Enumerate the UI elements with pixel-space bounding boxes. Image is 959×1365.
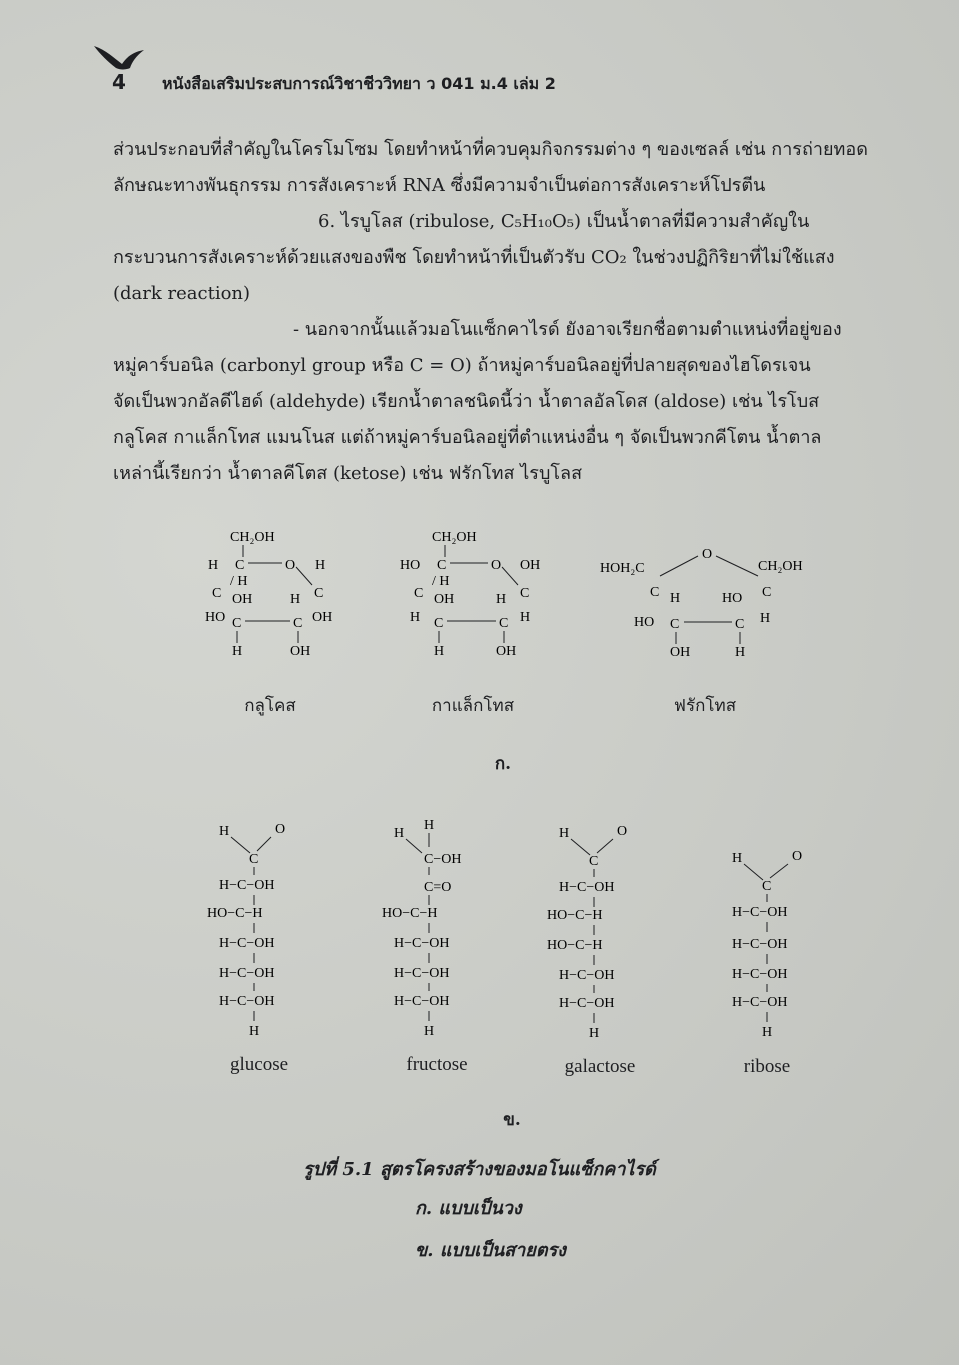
svg-text:H−C−OH: H−C−OH	[219, 936, 275, 951]
svg-text:H: H	[732, 851, 743, 866]
paragraph-text: เหล่านี้เรียกว่า น้ำตาลคีโตส (ketose) เช่น ฟรักโทส ไรบูโลส	[113, 463, 583, 484]
figure-b-label-fructose: fructose	[406, 1054, 468, 1075]
svg-text:C: C	[293, 616, 303, 631]
svg-text:H: H	[760, 611, 771, 626]
svg-text:C: C	[735, 617, 745, 632]
figure-a-label-glucose: กลูโคส	[244, 696, 296, 716]
svg-text:OH: OH	[496, 644, 517, 659]
svg-text:C: C	[499, 616, 509, 631]
svg-text:H: H	[762, 1025, 773, 1040]
svg-text:HO−C−H: HO−C−H	[207, 906, 263, 921]
svg-text:HO: HO	[722, 591, 743, 606]
figure-caption-sub-b: ข. แบบเป็นสายตรง	[415, 1240, 566, 1261]
svg-text:H: H	[290, 592, 301, 607]
svg-text:H: H	[208, 558, 219, 573]
svg-text:H: H	[315, 558, 326, 573]
figure-b-part-label: ข.	[503, 1110, 521, 1130]
svg-text:O: O	[275, 822, 286, 837]
svg-text:H−C−OH: H−C−OH	[559, 996, 615, 1011]
svg-text:OH: OH	[312, 610, 333, 625]
svg-text:H: H	[496, 592, 507, 607]
svg-text:O: O	[285, 558, 296, 573]
svg-text:H: H	[434, 644, 445, 659]
svg-text:H−C−OH: H−C−OH	[219, 966, 275, 981]
paragraph-text: กระบวนการสังเคราะห์ด้วยแสงของพืช โดยทำหน้าที่เป็นตัวรับ CO₂ ในช่วงปฏิกิริยาที่ไม่ใช้แสง	[113, 247, 835, 268]
galactose-linear-structure	[543, 815, 653, 1045]
ribulose-item: 6. ไรบูโลส (ribulose, C₅H₁₀O₅) เป็นน้ำตาลที่มีความสำคัญใน	[318, 211, 810, 232]
svg-text:H−C−OH: H−C−OH	[732, 967, 788, 982]
svg-text:OH: OH	[520, 558, 541, 573]
svg-text:H−C−OH: H−C−OH	[732, 995, 788, 1010]
text-line	[113, 168, 913, 204]
svg-text:H: H	[410, 610, 421, 625]
figure-a-part-label: ก.	[494, 754, 512, 774]
svg-text:H: H	[559, 826, 570, 841]
svg-text:O: O	[702, 547, 713, 562]
svg-text:H: H	[670, 591, 681, 606]
svg-text:C−OH: C−OH	[424, 852, 462, 867]
svg-text:HO: HO	[634, 615, 655, 630]
text-line	[113, 204, 913, 240]
svg-text:C: C	[650, 585, 660, 600]
svg-text:H−C−OH: H−C−OH	[394, 994, 450, 1009]
carbon-chain	[207, 867, 274, 1039]
svg-text:/ H: / H	[230, 574, 248, 589]
svg-text:O: O	[617, 824, 628, 839]
page-number: 4	[112, 70, 126, 94]
svg-text:/ H: / H	[432, 574, 450, 589]
svg-text:HOH₂C: HOH₂C	[600, 561, 645, 576]
text-line	[113, 384, 913, 420]
svg-text:C: C	[670, 617, 680, 632]
svg-text:H−C−OH: H−C−OH	[394, 936, 450, 951]
svg-text:C: C	[762, 879, 772, 894]
text-line	[113, 132, 913, 168]
svg-text:C: C	[762, 585, 772, 600]
svg-text:OH: OH	[290, 644, 311, 659]
svg-text:HO−C−H: HO−C−H	[547, 908, 603, 923]
page-header	[92, 40, 612, 100]
figure-b-label-galactose: galactose	[564, 1056, 636, 1077]
body-text	[113, 132, 913, 492]
paragraph-text: ส่วนประกอบที่สำคัญในโครโมโซม โดยทำหน้าที่ควบคุมกิจกรรมต่าง ๆ ของเซลล์ เช่น การถ่ายทอด	[113, 139, 868, 160]
paragraph-text: กลูโคส กาแล็กโทส แมนโนส แต่ถ้าหมู่คาร์บอนิลอยู่ที่ตำแหน่งอื่น ๆ จัดเป็นพวกคีโตน น้ำตาล	[113, 427, 822, 448]
svg-text:OH: OH	[434, 592, 455, 607]
figure-b-label-glucose: glucose	[229, 1054, 289, 1075]
svg-text:H: H	[589, 1026, 600, 1041]
svg-text:C: C	[434, 616, 444, 631]
svg-text:C: C	[437, 558, 447, 573]
fructose-ring-structure	[598, 540, 828, 665]
svg-text:H: H	[424, 818, 435, 833]
text-line	[113, 240, 913, 276]
svg-text:C: C	[414, 586, 424, 601]
figure-caption-sub-a: ก. แบบเป็นวง	[415, 1198, 522, 1219]
figure-caption-title: รูปที่ 5.1 สูตรโครงสร้างของมอโนแซ็กคาไรด์	[303, 1159, 656, 1180]
text-line	[113, 348, 913, 384]
paragraph-text: หมู่คาร์บอนิล (carbonyl group หรือ C = O) ถ้าหมู่คาร์บอนิลอยู่ที่ปลายสุดของไฮโดรเจน	[113, 355, 811, 376]
svg-text:H−C−OH: H−C−OH	[219, 994, 275, 1009]
svg-text:C: C	[212, 586, 222, 601]
svg-text:H: H	[219, 824, 230, 839]
svg-text:C: C	[589, 854, 599, 869]
svg-text:H: H	[424, 1024, 435, 1039]
text-line	[113, 312, 913, 348]
svg-text:O: O	[491, 558, 502, 573]
svg-text:CH₂OH: CH₂OH	[432, 530, 477, 545]
paragraph-text: (dark reaction)	[113, 283, 251, 304]
svg-text:H−C−OH: H−C−OH	[559, 880, 615, 895]
svg-text:H: H	[249, 1024, 260, 1039]
svg-text:O: O	[792, 849, 803, 864]
svg-text:CH₂OH: CH₂OH	[230, 530, 275, 545]
svg-text:C: C	[314, 586, 324, 601]
svg-text:CH₂OH: CH₂OH	[758, 559, 803, 574]
galactose-ring-structure	[392, 525, 562, 665]
svg-text:C: C	[232, 616, 242, 631]
svg-text:H−C−OH: H−C−OH	[219, 878, 275, 893]
svg-text:H: H	[520, 610, 531, 625]
text-line	[113, 420, 913, 456]
svg-text:HO−C−H: HO−C−H	[382, 906, 438, 921]
svg-text:H: H	[232, 644, 243, 659]
figure-b-label-ribose: ribose	[743, 1056, 791, 1077]
svg-text:H−C−OH: H−C−OH	[394, 966, 450, 981]
svg-text:H: H	[735, 645, 746, 660]
figure-a-label-fructose: ฟรักโทส	[673, 696, 737, 716]
svg-text:H−C−OH: H−C−OH	[559, 968, 615, 983]
glucose-ring-structure	[190, 525, 350, 665]
text-line	[113, 456, 913, 492]
figure-a-label-galactose: กาแล็กโทส	[431, 696, 515, 716]
paragraph-text: - นอกจากนั้นแล้วมอโนแซ็กคาไรด์ ยังอาจเรียกชื่อตามตำแหน่งที่อยู่ของ	[293, 319, 842, 340]
paragraph-text: ลักษณะทางพันธุกรรม การสังเคราะห์ RNA ซึ่งมีความจำเป็นต่อการสังเคราะห์โปรตีน	[113, 175, 766, 196]
svg-text:HO: HO	[400, 558, 421, 573]
fructose-linear-structure	[378, 815, 498, 1045]
glucose-linear-structure	[205, 815, 315, 1045]
svg-text:OH: OH	[232, 592, 253, 607]
svg-text:C: C	[520, 586, 530, 601]
bird-logo-icon	[92, 40, 162, 80]
svg-text:OH: OH	[670, 645, 691, 660]
svg-text:H−C−OH: H−C−OH	[732, 905, 788, 920]
svg-text:H: H	[394, 826, 405, 841]
svg-text:C: C	[235, 558, 245, 573]
running-header-title: หนังสือเสริมประสบการณ์วิชาชีววิทยา ว 041 ม.4 เล่ม 2	[162, 74, 556, 93]
svg-text:C: C	[249, 852, 259, 867]
svg-text:HO: HO	[205, 610, 226, 625]
svg-text:C=O: C=O	[424, 880, 452, 895]
ribose-linear-structure	[718, 840, 828, 1040]
svg-text:HO−C−H: HO−C−H	[547, 938, 603, 953]
text-line	[113, 276, 913, 312]
paragraph-text: จัดเป็นพวกอัลดีไฮด์ (aldehyde) เรียกน้ำตาลชนิดนี้ว่า น้ำตาลอัลโดส (aldose) เช่น ไรโบส	[113, 391, 820, 412]
svg-text:H−C−OH: H−C−OH	[732, 937, 788, 952]
